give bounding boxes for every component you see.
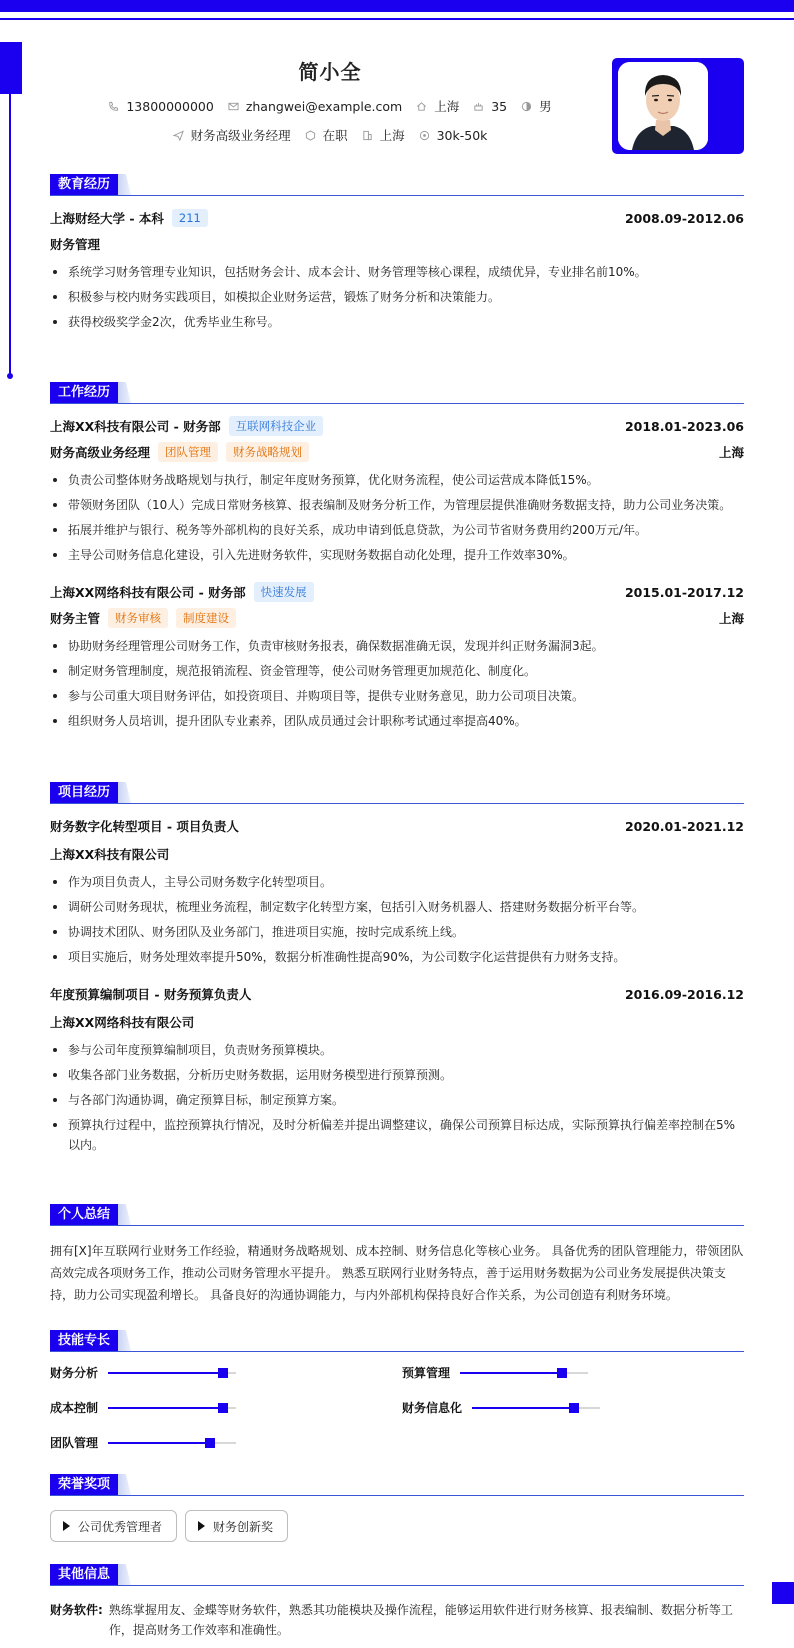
skill-item (50, 1364, 236, 1381)
project-title-row (50, 984, 744, 1004)
award-label: 财务创新奖 (213, 1519, 274, 1534)
list-item: 项目实施后，财务处理效率提升50%，数据分析准确性提高90%，为公司数字化运营提供有力财务支持。 (50, 947, 744, 967)
project-bullets (50, 1040, 744, 1155)
contact-row (50, 97, 610, 115)
skill-bar (460, 1372, 588, 1374)
send-icon (173, 130, 184, 141)
list-item: 组织财务人员培训，提升团队专业素养，团队成员通过会计职称考试通过率提高40%。 (50, 711, 744, 731)
gender-icon (521, 101, 532, 112)
list-item: 制定财务管理制度，规范报销流程、资金管理等，使公司财务管理更加规范化、制度化。 (50, 661, 744, 681)
phone-icon (108, 101, 119, 112)
job-position-row (50, 608, 744, 628)
section-title: 工作经历 (50, 382, 118, 403)
section-title: 项目经历 (50, 782, 118, 803)
project-entry (50, 984, 744, 1155)
age-value: 35 (491, 98, 508, 114)
list-item: 与各部门沟通协调，确定预算目标，制定预算方案。 (50, 1090, 744, 1110)
education-section (50, 174, 744, 332)
job-entry (50, 416, 744, 565)
skill-tag: 财务战略规划 (226, 442, 309, 462)
list-item: 协助财务经理管理公司财务工作，负责审核财务报表，确保数据准确无误，发现并纠正财务漏洞3起。 (50, 636, 744, 656)
projects-section (50, 782, 744, 1155)
award-chip[interactable] (185, 1510, 288, 1542)
summary-text: 拥有[X]年互联网行业财务工作经验，精通财务战略规划、成本控制、财务信息化等核心业务。 具备优秀的团队管理能力，带领团队高效完成各项财务工作，推动公司财务管理水平提升。 熟悉互联网行业财务特点，善于运用财务数据为公司业务发展提供决策支持，助力公司实现盈利增长。 具备良好的沟通协调能力，与内外部机构保持良好合作关系，为公司创造有利财务环境。 (50, 1244, 744, 1302)
position-name: 财务主管 (50, 611, 101, 626)
project-bullets (50, 872, 744, 967)
school-tag: 211 (172, 209, 208, 227)
project-period: 2016.09-2016.12 (624, 986, 744, 1002)
skill-name: 团队管理 (50, 1436, 99, 1450)
job-bullets (50, 636, 744, 731)
mail-icon (228, 101, 239, 112)
skill-tag: 制度建设 (176, 608, 236, 628)
age-item (473, 99, 507, 114)
list-item: 积极参与校内财务实践项目，如模拟企业财务运营，锻炼了财务分析和决策能力。 (50, 287, 744, 307)
list-item: 系统学习财务管理专业知识，包括财务会计、成本会计、财务管理等核心课程，成绩优异，专业排名前10%。 (50, 262, 744, 282)
school-name: 上海财经大学 - 本科 (50, 211, 164, 226)
education-major (50, 234, 744, 254)
left-accent-block (0, 42, 22, 94)
project-name: 年度预算编制项目 - 财务预算负责人 (50, 987, 252, 1002)
awards-section (50, 1474, 744, 1542)
list-item: 拓展并维护与银行、税务等外部机构的良好关系，成功申请到低息贷款，为公司节省财务费用约200万元/年。 (50, 520, 744, 540)
play-icon (63, 1521, 70, 1531)
skill-bar (472, 1407, 600, 1409)
salary-value: 30k-50k (436, 127, 488, 143)
list-item: 预算执行过程中，监控预算执行情况，及时分析偏差并提出调整建议，确保公司预算目标达成，实际预算执行偏差率控制在5%以内。 (50, 1115, 744, 1155)
email-address: zhangwei@example.com (245, 98, 403, 114)
list-item: 参与公司年度预算编制项目，负责财务预算模块。 (50, 1040, 744, 1060)
job-title-value: 财务高级业务经理 (190, 128, 291, 143)
project-title-row (50, 816, 744, 836)
skill-item (50, 1399, 236, 1416)
job-period: 2015.01-2017.12 (624, 584, 744, 600)
education-entry-row (50, 208, 744, 228)
hometown-item (416, 97, 459, 115)
summary-section (50, 1204, 744, 1306)
education-period: 2008.09-2012.06 (624, 210, 744, 226)
project-period: 2020.01-2021.12 (624, 818, 744, 834)
job-location: 上海 (718, 611, 744, 626)
section-title: 个人总结 (50, 1204, 118, 1225)
job-company-row (50, 416, 744, 436)
skill-level-marker (218, 1368, 228, 1378)
skill-level-marker (205, 1438, 215, 1448)
photo-frame (612, 58, 744, 154)
skill-name: 成本控制 (50, 1401, 99, 1415)
status-item (305, 126, 348, 144)
skill-tag: 团队管理 (158, 442, 218, 462)
list-item: 协调技术团队、财务团队及业务部门，推进项目实施，按时完成系统上线。 (50, 922, 744, 942)
company-tag: 快速发展 (254, 582, 314, 602)
section-title: 其他信息 (50, 1564, 118, 1585)
candidate-name: 简小全 (298, 60, 362, 84)
list-item: 调研公司财务现状，梳理业务流程，制定数字化转型方案，包括引入财务机器人、搭建财务数据分析平台等。 (50, 897, 744, 917)
major-name: 财务管理 (50, 237, 101, 252)
project-name: 财务数字化转型项目 - 项目负责人 (50, 819, 239, 834)
list-item: 负责公司整体财务战略规划与执行，制定年度财务预算，优化财务流程，使公司运营成本降低15%。 (50, 470, 744, 490)
skill-bar (108, 1372, 236, 1374)
left-accent-line (9, 94, 11, 377)
home-icon (416, 101, 427, 112)
skill-bar (108, 1442, 236, 1444)
resume-header (50, 56, 610, 144)
company-tag: 互联网科技企业 (229, 416, 324, 436)
job-bullets (50, 470, 744, 565)
work-header (50, 382, 744, 404)
project-company: 上海XX网络科技有限公司 (50, 1015, 195, 1030)
summary-header (50, 1204, 744, 1226)
other-text: 熟练掌握用友、金蝶等财务软件，熟悉其功能模块及操作流程，能够运用软件进行财务核算、报表编制、数据分析等工作，提高财务工作效率和准确性。 (108, 1603, 733, 1637)
hometown-value: 上海 (434, 99, 460, 114)
list-item: 主导公司财务信息化建设，引入先进财务软件，实现财务数据自动化处理，提升工作效率30%。 (50, 545, 744, 565)
status-value: 在职 (322, 128, 348, 143)
position-name: 财务高级业务经理 (50, 445, 151, 460)
avatar-portrait-icon (618, 62, 708, 150)
other-info-row (50, 1600, 744, 1640)
top-accent-bar (0, 0, 794, 12)
skills-header (50, 1330, 744, 1352)
section-title: 教育经历 (50, 174, 118, 195)
other-header (50, 1564, 744, 1586)
company-name: 上海XX科技有限公司 - 财务部 (50, 419, 221, 434)
work-section (50, 382, 744, 731)
email-item (228, 99, 402, 114)
skill-level-marker (569, 1403, 579, 1413)
skill-name: 预算管理 (402, 1366, 451, 1380)
city-item (362, 126, 405, 144)
skill-level-marker (218, 1403, 228, 1413)
left-accent-dot (7, 373, 13, 379)
top-accent-line (0, 18, 794, 20)
skill-level-marker (557, 1368, 567, 1378)
cake-icon (473, 101, 484, 112)
project-company-row (50, 1012, 744, 1032)
job-location: 上海 (718, 445, 744, 460)
list-item: 获得校级奖学金2次，优秀毕业生称号。 (50, 312, 744, 332)
list-item: 参与公司重大项目财务评估，如投资项目、并购项目等，提供专业财务意见，助力公司项目决策。 (50, 686, 744, 706)
other-label: 财务软件: (50, 1603, 103, 1617)
award-label: 公司优秀管理者 (78, 1519, 163, 1534)
skill-name: 财务信息化 (402, 1401, 463, 1415)
skill-bar (108, 1407, 236, 1409)
awards-header (50, 1474, 744, 1496)
skill-name: 财务分析 (50, 1366, 99, 1380)
education-header (50, 174, 744, 196)
list-item: 带领财务团队（10人）完成日常财务核算、报表编制及财务分析工作，为管理层提供准确财务数据支持，助力公司业务决策。 (50, 495, 744, 515)
money-icon (419, 130, 430, 141)
city-value: 上海 (379, 128, 405, 143)
skill-item (402, 1364, 588, 1381)
job-position-row (50, 442, 744, 462)
section-title: 技能专长 (50, 1330, 118, 1351)
project-company: 上海XX科技有限公司 (50, 847, 170, 862)
award-chip[interactable] (50, 1510, 177, 1542)
gender-value: 男 (539, 99, 552, 114)
skill-tag: 财务审核 (108, 608, 168, 628)
phone-number: 13800000000 (126, 98, 214, 114)
awards-list (50, 1510, 744, 1542)
project-company-row (50, 844, 744, 864)
education-bullets (50, 262, 744, 332)
project-entry (50, 816, 744, 967)
skills-grid (50, 1364, 744, 1464)
job-company-row (50, 582, 744, 602)
phone-item (108, 99, 213, 114)
skills-section (50, 1330, 744, 1464)
skill-item (402, 1399, 600, 1416)
list-item: 收集各部门业务数据，分析历史财务数据，运用财务模型进行预算预测。 (50, 1065, 744, 1085)
company-name: 上海XX网络科技有限公司 - 财务部 (50, 585, 246, 600)
building-icon (362, 130, 373, 141)
salary-item (419, 128, 488, 143)
right-accent-block (772, 1582, 794, 1604)
job-title-item (173, 126, 291, 144)
job-entry (50, 582, 744, 731)
career-row (50, 126, 610, 144)
gender-item (521, 97, 552, 115)
play-icon (198, 1521, 205, 1531)
other-section (50, 1564, 744, 1640)
projects-header (50, 782, 744, 804)
job-period: 2018.01-2023.06 (624, 418, 744, 434)
skill-item (50, 1434, 236, 1451)
section-title: 荣誉奖项 (50, 1474, 118, 1495)
status-icon (305, 130, 316, 141)
list-item: 作为项目负责人，主导公司财务数字化转型项目。 (50, 872, 744, 892)
avatar (618, 62, 708, 150)
